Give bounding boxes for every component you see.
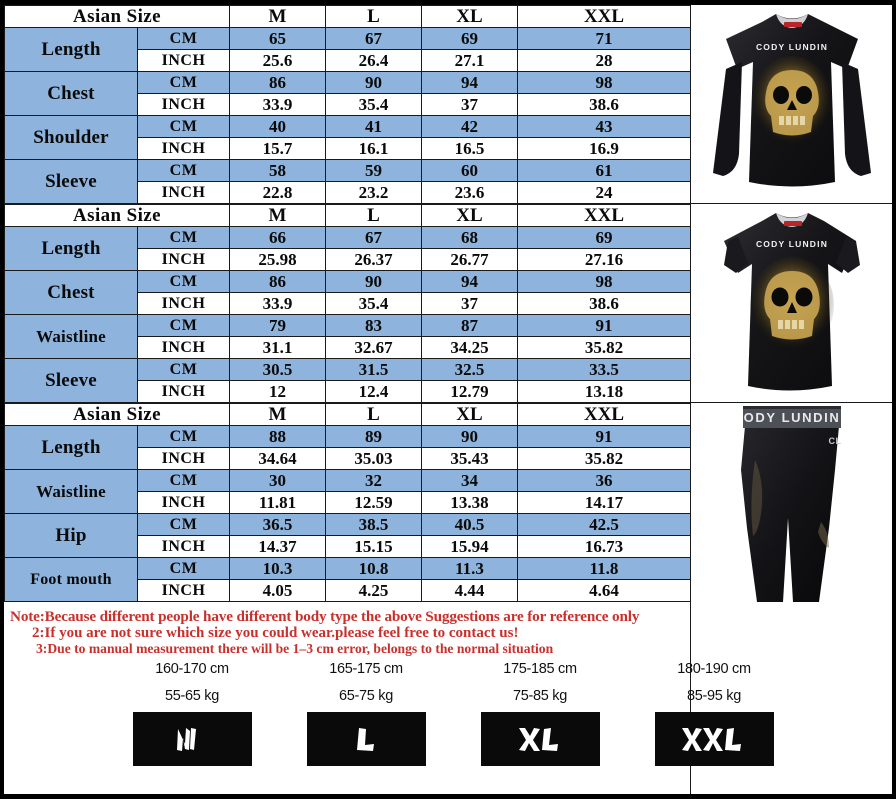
cell-value: 98	[518, 72, 691, 94]
cell-value: 26.37	[326, 249, 422, 271]
cell-value: 16.9	[518, 138, 691, 160]
table-row	[5, 470, 691, 492]
cell-value: 98	[518, 271, 691, 293]
cell-value: 86	[230, 72, 326, 94]
unit-cm: CM	[138, 227, 230, 249]
guide-height: 165-175 cm	[329, 661, 403, 677]
size-letter-l-icon	[337, 722, 395, 756]
row-label-waistline: Waistline	[5, 315, 138, 359]
guide-height: 175-185 cm	[503, 661, 577, 677]
table-row	[5, 426, 691, 448]
cell-value: 25.6	[230, 50, 326, 72]
cell-value: 90	[326, 72, 422, 94]
cell-value: 38.6	[518, 293, 691, 315]
unit-cm: CM	[138, 116, 230, 138]
table-header-row	[5, 205, 691, 227]
table-row	[5, 227, 691, 249]
cell-value: 94	[422, 72, 518, 94]
unit-inch: INCH	[138, 249, 230, 271]
cell-value: 4.25	[326, 580, 422, 602]
guide-height: 160-170 cm	[155, 661, 229, 677]
cell-value: 12.79	[422, 381, 518, 403]
unit-cm: CM	[138, 28, 230, 50]
cell-value: 90	[422, 426, 518, 448]
cell-value: 89	[326, 426, 422, 448]
size-letter-xxl-icon	[679, 722, 749, 756]
cell-value: 33.9	[230, 94, 326, 116]
cell-value: 11.81	[230, 492, 326, 514]
cell-value: 43	[518, 116, 691, 138]
cell-value: 23.6	[422, 182, 518, 204]
guide-size-box-xl	[481, 712, 600, 766]
cell-value: 26.4	[326, 50, 422, 72]
header-size-m: M	[230, 205, 326, 227]
cell-value: 88	[230, 426, 326, 448]
cell-value: 67	[326, 28, 422, 50]
row-label-chest: Chest	[5, 271, 138, 315]
header-size-xxl: XXL	[518, 205, 691, 227]
table-header-row	[5, 6, 691, 28]
notes-block	[4, 605, 690, 656]
cell-value: 42.5	[518, 514, 691, 536]
cell-value: 86	[230, 271, 326, 293]
cell-value: 67	[326, 227, 422, 249]
size-table-leggings	[4, 403, 691, 602]
cell-value: 33.9	[230, 293, 326, 315]
cell-value: 13.18	[518, 381, 691, 403]
size-guide-row	[4, 660, 892, 766]
cell-value: 33.5	[518, 359, 691, 381]
row-label-hip: Hip	[5, 514, 138, 558]
cell-value: 32	[326, 470, 422, 492]
cell-value: 36.5	[230, 514, 326, 536]
cell-value: 34.25	[422, 337, 518, 359]
size-guide-item-m	[128, 660, 256, 766]
cell-value: 14.37	[230, 536, 326, 558]
product-photo-long-sleeve-shirt	[691, 5, 892, 204]
guide-height: 180-190 cm	[677, 661, 751, 677]
table-row	[5, 116, 691, 138]
header-size-xxl: XXL	[518, 404, 691, 426]
short-sleeve-shirt-illustration	[704, 205, 880, 401]
unit-cm: CM	[138, 315, 230, 337]
unit-inch: INCH	[138, 94, 230, 116]
unit-inch: INCH	[138, 492, 230, 514]
header-size-l: L	[326, 6, 422, 28]
row-label-length: Length	[5, 28, 138, 72]
cell-value: 25.98	[230, 249, 326, 271]
note-line-1: Note:Because different people have different body type the above Suggestions are for reference only	[10, 608, 640, 625]
cell-value: 40.5	[422, 514, 518, 536]
unit-inch: INCH	[138, 337, 230, 359]
unit-cm: CM	[138, 359, 230, 381]
cell-value: 38.6	[518, 94, 691, 116]
row-label-chest: Chest	[5, 72, 138, 116]
cell-value: 24	[518, 182, 691, 204]
row-label-waistline: Waistline	[5, 470, 138, 514]
size-table-long-sleeve-top	[4, 5, 691, 204]
cell-value: 83	[326, 315, 422, 337]
unit-inch: INCH	[138, 381, 230, 403]
cell-value: 94	[422, 271, 518, 293]
svg-text:CODY LUNDIN: CODY LUNDIN	[755, 42, 828, 52]
cell-value: 16.1	[326, 138, 422, 160]
cell-value: 27.16	[518, 249, 691, 271]
cell-value: 36	[518, 470, 691, 492]
cell-value: 28	[518, 50, 691, 72]
unit-cm: CM	[138, 72, 230, 94]
row-label-length: Length	[5, 426, 138, 470]
cell-value: 65	[230, 28, 326, 50]
cell-value: 61	[518, 160, 691, 182]
header-size-l: L	[326, 404, 422, 426]
cell-value: 4.44	[422, 580, 518, 602]
guide-weight: 75-85 kg	[512, 687, 568, 704]
cell-value: 68	[422, 227, 518, 249]
unit-inch: INCH	[138, 448, 230, 470]
svg-text:CODY LUNDIN: CODY LUNDIN	[755, 239, 828, 249]
cell-value: 35.82	[518, 448, 691, 470]
cell-value: 34	[422, 470, 518, 492]
size-table-short-sleeve-top	[4, 204, 691, 403]
guide-weight: 55-65 kg	[164, 687, 220, 704]
cell-value: 26.77	[422, 249, 518, 271]
svg-text:CL: CL	[828, 436, 841, 446]
cell-value: 91	[518, 315, 691, 337]
note-line-3: 3:Due to manual measurement there will be 1–3 cm error, belongs to the normal situation	[36, 640, 554, 656]
header-asian-size: Asian Size	[5, 404, 230, 426]
unit-inch: INCH	[138, 580, 230, 602]
guide-weight: 65-75 kg	[338, 687, 394, 704]
cell-value: 35.82	[518, 337, 691, 359]
cell-value: 37	[422, 293, 518, 315]
cell-value: 32.67	[326, 337, 422, 359]
cell-value: 12.59	[326, 492, 422, 514]
header-size-m: M	[230, 6, 326, 28]
cell-value: 35.43	[422, 448, 518, 470]
table-row	[5, 359, 691, 381]
table-row	[5, 271, 691, 293]
row-label-length: Length	[5, 227, 138, 271]
unit-inch: INCH	[138, 182, 230, 204]
unit-inch: INCH	[138, 138, 230, 160]
cell-value: 37	[422, 94, 518, 116]
cell-value: 12	[230, 381, 326, 403]
cell-value: 10.3	[230, 558, 326, 580]
cell-value: 69	[518, 227, 691, 249]
unit-cm: CM	[138, 470, 230, 492]
cell-value: 66	[230, 227, 326, 249]
unit-inch: INCH	[138, 50, 230, 72]
unit-cm: CM	[138, 558, 230, 580]
header-asian-size: Asian Size	[5, 6, 230, 28]
cell-value: 15.7	[230, 138, 326, 160]
cell-value: 15.94	[422, 536, 518, 558]
header-asian-size: Asian Size	[5, 205, 230, 227]
product-photo-leggings	[691, 403, 892, 605]
cell-value: 11.8	[518, 558, 691, 580]
table-row	[5, 514, 691, 536]
row-label-shoulder: Shoulder	[5, 116, 138, 160]
unit-cm: CM	[138, 160, 230, 182]
cell-value: 16.73	[518, 536, 691, 558]
unit-inch: INCH	[138, 536, 230, 558]
size-guide-item-xl	[476, 660, 604, 766]
cell-value: 16.5	[422, 138, 518, 160]
cell-value: 30.5	[230, 359, 326, 381]
guide-size-box-l	[307, 712, 426, 766]
header-size-xl: XL	[422, 205, 518, 227]
header-size-xxl: XXL	[518, 6, 691, 28]
cell-value: 14.17	[518, 492, 691, 514]
cell-value: 35.03	[326, 448, 422, 470]
size-letter-m-icon	[163, 722, 221, 756]
cell-value: 91	[518, 426, 691, 448]
cell-value: 69	[422, 28, 518, 50]
table-row	[5, 558, 691, 580]
cell-value: 60	[422, 160, 518, 182]
cell-value: 58	[230, 160, 326, 182]
cell-value: 30	[230, 470, 326, 492]
svg-text:ODY LUNDIN: ODY LUNDIN	[743, 410, 840, 425]
cell-value: 4.64	[518, 580, 691, 602]
cell-value: 79	[230, 315, 326, 337]
cell-value: 34.64	[230, 448, 326, 470]
unit-inch: INCH	[138, 293, 230, 315]
cell-value: 59	[326, 160, 422, 182]
cell-value: 35.4	[326, 293, 422, 315]
cell-value: 13.38	[422, 492, 518, 514]
cell-value: 90	[326, 271, 422, 293]
guide-size-box-xxl	[655, 712, 774, 766]
product-photo-short-sleeve-shirt	[691, 204, 892, 403]
size-guide-item-l	[302, 660, 430, 766]
guide-weight: 85-95 kg	[686, 687, 742, 704]
cell-value: 23.2	[326, 182, 422, 204]
cell-value: 27.1	[422, 50, 518, 72]
cell-value: 38.5	[326, 514, 422, 536]
cell-value: 35.4	[326, 94, 422, 116]
table-row	[5, 28, 691, 50]
cell-value: 32.5	[422, 359, 518, 381]
table-header-row	[5, 404, 691, 426]
cell-value: 12.4	[326, 381, 422, 403]
leggings-illustration	[709, 404, 875, 604]
guide-size-box-m	[133, 712, 252, 766]
cell-value: 22.8	[230, 182, 326, 204]
cell-value: 15.15	[326, 536, 422, 558]
row-label-foot-mouth: Foot mouth	[5, 558, 138, 602]
cell-value: 11.3	[422, 558, 518, 580]
chart-body	[4, 5, 892, 794]
cell-value: 42	[422, 116, 518, 138]
size-letter-xl-icon	[511, 722, 569, 756]
cell-value: 41	[326, 116, 422, 138]
cell-value: 10.8	[326, 558, 422, 580]
header-size-xl: XL	[422, 6, 518, 28]
table-row	[5, 315, 691, 337]
long-sleeve-shirt-illustration	[704, 6, 880, 202]
note-line-2: 2:If you are not sure which size you could wear.please feel free to contact us!	[32, 625, 519, 642]
row-label-sleeve: Sleeve	[5, 160, 138, 204]
table-row	[5, 72, 691, 94]
row-label-sleeve: Sleeve	[5, 359, 138, 403]
cell-value: 31.5	[326, 359, 422, 381]
unit-cm: CM	[138, 271, 230, 293]
table-row	[5, 160, 691, 182]
unit-cm: CM	[138, 514, 230, 536]
cell-value: 4.05	[230, 580, 326, 602]
unit-cm: CM	[138, 426, 230, 448]
header-size-xl: XL	[422, 404, 518, 426]
size-guide-item-xxl	[650, 660, 778, 766]
header-size-l: L	[326, 205, 422, 227]
cell-value: 40	[230, 116, 326, 138]
header-size-m: M	[230, 404, 326, 426]
cell-value: 71	[518, 28, 691, 50]
cell-value: 87	[422, 315, 518, 337]
cell-value: 31.1	[230, 337, 326, 359]
